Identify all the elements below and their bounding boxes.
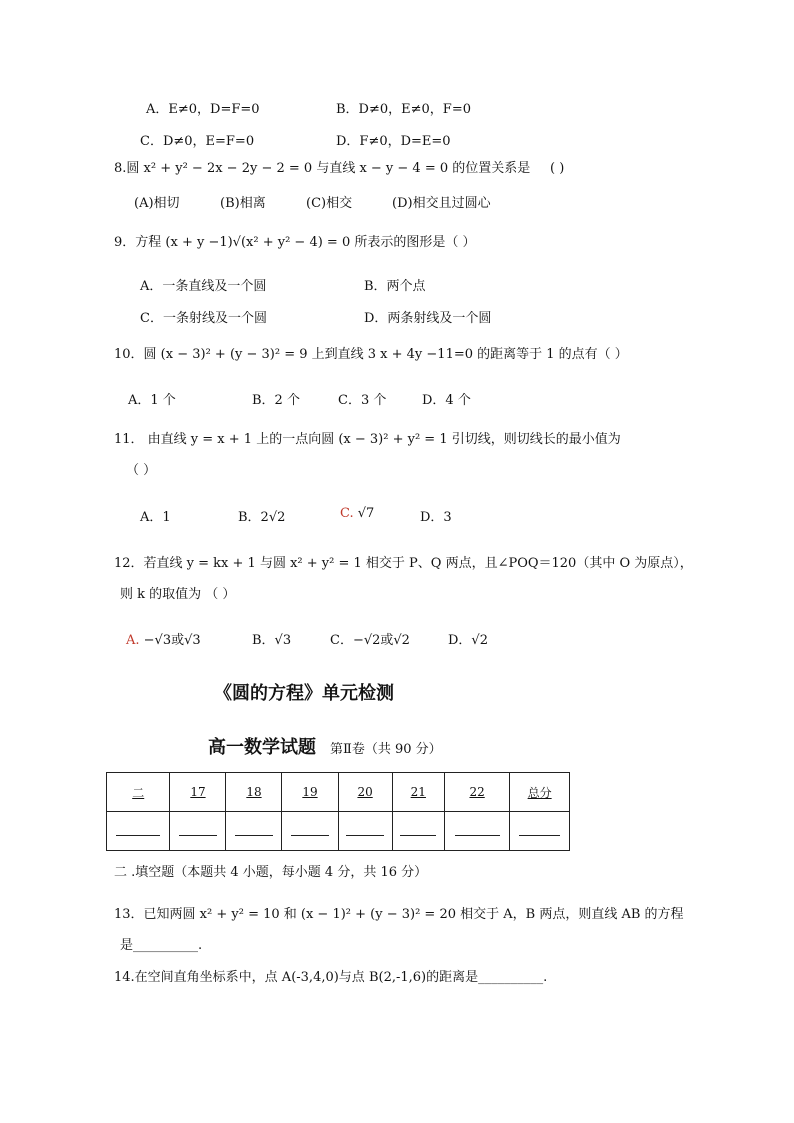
score-entry-cell[interactable]: [510, 812, 570, 851]
score-blank: [235, 823, 274, 836]
score-blank: [455, 823, 500, 836]
score-entry-cell[interactable]: [107, 812, 170, 851]
q12-stem: 12．若直线 y = kx + 1 与圆 x² + y² = 1 相交于 P、Q 两点，且∠POQ＝120（其中 O 为原点），: [114, 556, 693, 571]
section-title: 《圆的方程》单元检测: [214, 683, 394, 704]
score-blank: [179, 823, 218, 836]
q12-option-a: [126, 629, 201, 648]
score-header-label: 21: [410, 785, 426, 799]
score-header-label: 18: [246, 785, 262, 799]
score-blank: [291, 823, 330, 836]
q11-stem: 11． 由直线 y = x + 1 上的一点向圆 (x − 3)² + y² = 1 引切线，则切线长的最小值为: [114, 432, 621, 447]
q8-paren: ( ): [550, 161, 565, 176]
q13-stem: 13．已知两圆 x² + y² = 10 和 (x − 1)² + (y − 3)² = 20 相交于 A，B 两点，则直线 AB 的方程: [114, 907, 684, 922]
q10-option-c: C．3 个: [338, 393, 387, 408]
score-header-cell: [510, 773, 570, 812]
score-header-cell: [282, 773, 338, 812]
score-blank: [519, 823, 560, 836]
score-header-label: 22: [469, 785, 485, 799]
part2-heading: 二 .填空题（本题共 4 小题，每小题 4 分，共 16 分）: [114, 865, 428, 880]
exam-title-row: [208, 733, 442, 759]
score-header-label: 二: [132, 785, 145, 800]
score-header-label: 20: [357, 785, 373, 799]
q12-option-b: B．√3: [252, 633, 292, 648]
exam-title: 高一数学试题: [208, 737, 316, 758]
q8-option-a: (A)相切: [134, 196, 180, 211]
q9-stem: 9．方程 (x + y −1)√(x² + y² − 4) = 0 所表示的图形是（ ）: [114, 235, 476, 250]
q10-option-b: B．2 个: [252, 393, 300, 408]
q11-option-d: D．3: [420, 510, 452, 525]
q8-stem: 8.圆 x² + y² − 2x − 2y − 2 = 0 与直线 x − y − 4 = 0 的位置关系是: [114, 161, 531, 176]
exam-subtitle: 第Ⅱ卷（共 90 分）: [330, 742, 442, 757]
q11-option-c: [340, 506, 374, 521]
score-table-header-row: [107, 773, 570, 812]
q11-option-b: B．2√2: [238, 510, 286, 525]
score-blank: [346, 823, 383, 836]
score-header-cell: [338, 773, 392, 812]
q10-option-a: A．1 个: [128, 393, 176, 408]
score-entry-cell[interactable]: [392, 812, 444, 851]
q10-option-d: D．4 个: [422, 393, 471, 408]
score-entry-cell[interactable]: [226, 812, 282, 851]
score-entry-cell[interactable]: [282, 812, 338, 851]
q12-option-d: D．√2: [448, 633, 488, 648]
q10-stem: 10．圆 (x − 3)² + (y − 3)² = 9 上到直线 3 x + 4y −11=0 的距离等于 1 的点有（ ）: [114, 347, 628, 362]
score-header-cell: [170, 773, 226, 812]
score-header-cell: [444, 773, 509, 812]
score-table-entry-row: [107, 812, 570, 851]
q7-option-c: C．D≠0，E=F=0: [140, 134, 255, 149]
q11-option-c-letter: C.: [340, 506, 354, 521]
score-entry-cell[interactable]: [444, 812, 509, 851]
score-blank: [116, 823, 160, 836]
q8-option-b: (B)相离: [220, 196, 266, 211]
q11-option-c-value: √7: [353, 506, 375, 521]
q9-option-a: A．一条直线及一个圆: [140, 279, 267, 294]
q12-stem-2: 则 k 的取值为 （ ）: [120, 587, 236, 602]
q9-option-b: B．两个点: [364, 279, 426, 294]
q11-option-a: A．1: [140, 510, 171, 525]
score-entry-cell[interactable]: [170, 812, 226, 851]
score-header-label: 17: [190, 785, 206, 799]
score-header-label: 19: [302, 785, 318, 799]
score-table: [106, 772, 570, 851]
score-header-cell: [226, 773, 282, 812]
q12-option-c: C．−√2或√2: [330, 633, 410, 648]
q8-option-c: (C)相交: [306, 196, 353, 211]
score-blank: [400, 823, 436, 836]
score-header-cell: [107, 773, 170, 812]
score-entry-cell[interactable]: [338, 812, 392, 851]
q7-option-d: D．F≠0，D=E=0: [336, 134, 451, 149]
q9-option-c: C．一条射线及一个圆: [140, 311, 267, 326]
score-header-cell: [392, 773, 444, 812]
q14-stem: 14.在空间直角坐标系中，点 A(-3,4,0)与点 B(2,-1,6)的距离是__________.: [114, 970, 548, 985]
score-header-label: 总分: [527, 785, 552, 800]
q7-option-a: A．E≠0，D=F=0: [146, 102, 260, 117]
q12-option-a-value: −√3或√3: [139, 633, 201, 648]
q8-option-d: (D)相交且过圆心: [392, 196, 491, 211]
q11-paren: （ ）: [126, 463, 157, 478]
q13-stem-2: 是__________.: [120, 938, 203, 953]
q9-option-d: D．两条射线及一个圆: [364, 311, 492, 326]
q12-option-a-letter: A.: [126, 633, 140, 648]
q7-option-b: B．D≠0，E≠0，F=0: [336, 102, 471, 117]
